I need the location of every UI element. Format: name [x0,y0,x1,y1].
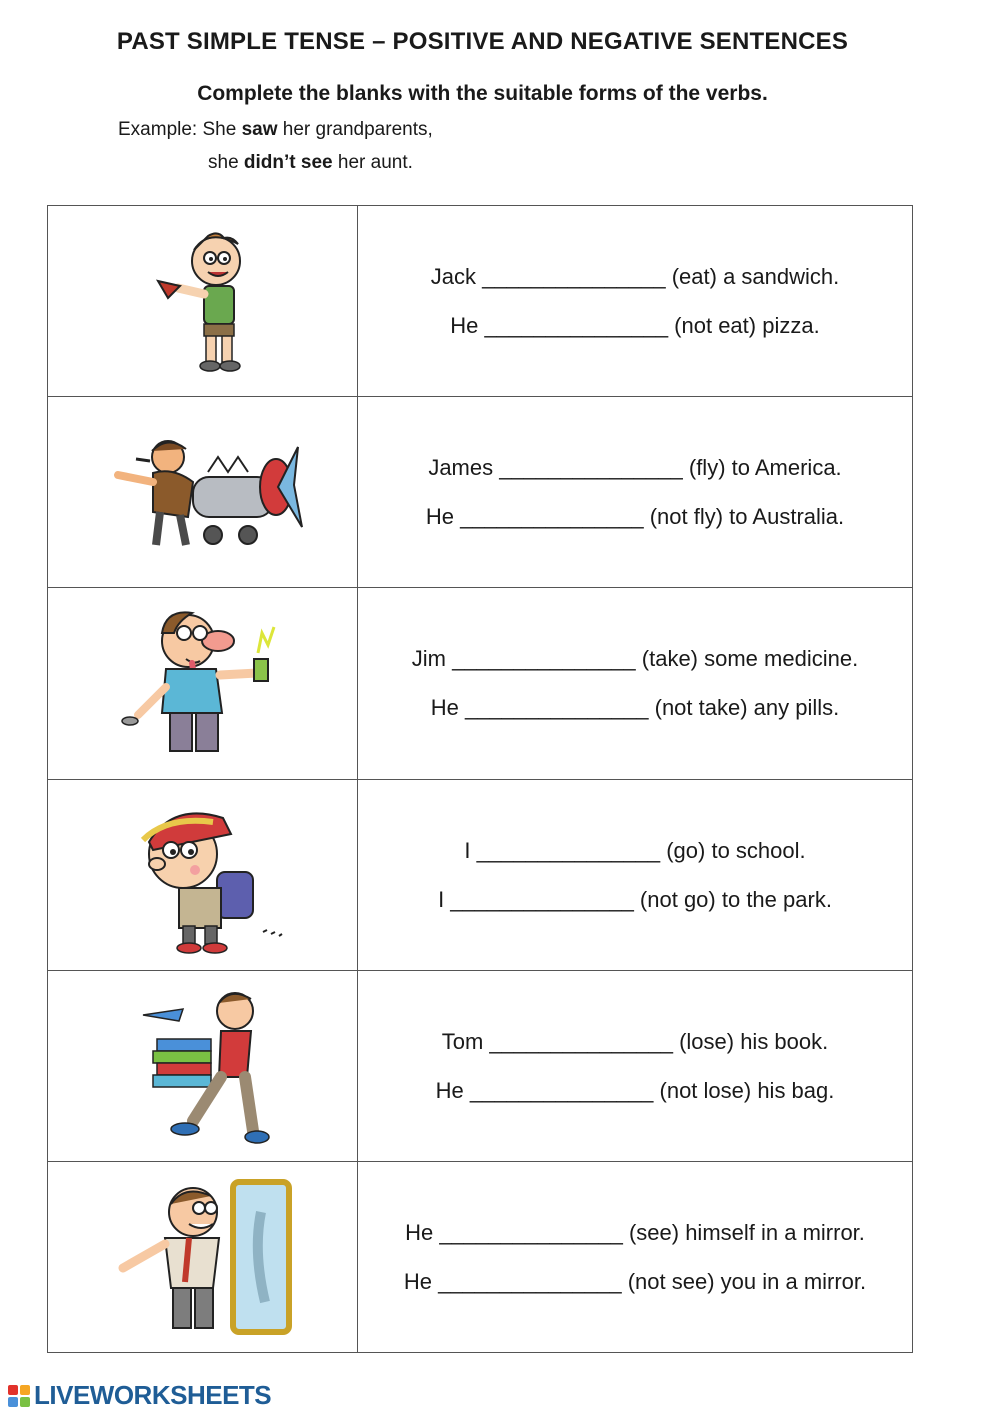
picture-cell [48,397,358,587]
sentence-cell [358,780,912,970]
logo-square-orange [20,1385,30,1395]
logo-icon [8,1385,30,1407]
exercise-table [47,205,913,1353]
positive-sentence: He _______________ (see) himself in a mirror. [405,1219,865,1245]
exercise-row [48,780,912,971]
picture-cell [48,971,358,1161]
picture-cell [48,206,358,396]
example-text: her aunt. [332,152,413,173]
brand-name: LIVEWORKSHEETS [34,1380,272,1410]
negative-sentence: He _______________ (not take) any pills. [430,695,840,721]
positive-sentence: Jim _______________ (take) some medicine. [411,646,859,672]
sentence-cell [358,1162,912,1352]
negative-sentence: He _______________ (not lose) his bag. [435,1077,835,1103]
example-verb: saw [241,119,278,140]
man-dropping-books-illustration [123,981,283,1151]
negative-sentence: He _______________ (not eat) pizza. [450,313,820,339]
example-text: Example: She [118,119,242,140]
sentence-cell [358,397,912,587]
picture-cell [48,1162,358,1352]
boy-going-to-school-illustration [113,792,293,957]
negative-sentence: I _______________ (not go) to the park. [438,886,832,912]
exercise-row [48,588,912,779]
exercise-row [48,206,912,397]
pilot-with-airplane-illustration [98,427,308,557]
example-text: her grandparents, [277,119,433,140]
logo-square-green [20,1397,30,1407]
positive-sentence: James _______________ (fly) to America. [428,455,842,481]
man-looking-in-mirror-illustration [93,1172,313,1342]
exercise-row [48,971,912,1162]
picture-cell [48,588,358,778]
logo-square-red [8,1385,18,1395]
sentence-cell [358,206,912,396]
example-text: she [208,152,244,173]
page-title: PAST SIMPLE TENSE – POSITIVE AND NEGATIVE SENTENCES [116,28,849,55]
example-line-2 [208,152,413,174]
positive-sentence: Jack _______________ (eat) a sandwich. [430,264,840,290]
boy-eating-sandwich-illustration [128,226,278,376]
negative-sentence: He _______________ (not see) you in a mirror. [403,1268,867,1294]
instruction-text: Complete the blanks with the suitable forms of the verbs. [197,82,768,105]
example-line-1 [118,119,433,141]
picture-cell [48,780,358,970]
example-verb: didn’t see [243,152,333,173]
exercise-row [48,397,912,588]
negative-sentence: He _______________ (not fly) to Australia. [425,504,845,530]
positive-sentence: Tom _______________ (lose) his book. [441,1028,829,1054]
sentence-cell [358,971,912,1161]
logo-square-blue [8,1397,18,1407]
sentence-cell [358,588,912,778]
liveworksheets-logo[interactable] [8,1380,271,1411]
man-taking-medicine-illustration [108,603,298,763]
exercise-row [48,1162,912,1352]
positive-sentence: I _______________ (go) to school. [464,837,806,863]
